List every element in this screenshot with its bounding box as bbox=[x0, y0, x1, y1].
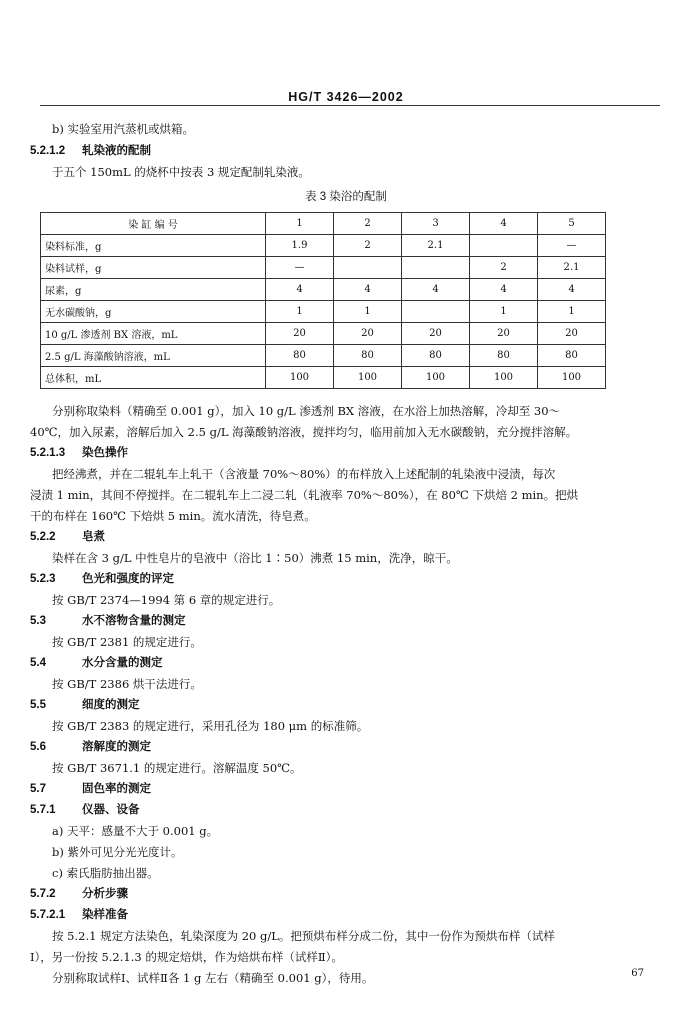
paragraph: 于五个 150mL 的烧杯中按表 3 规定配制轧染液。 bbox=[52, 165, 310, 179]
section-number: 5.2.3 bbox=[30, 573, 56, 585]
table-header-cell: 3 bbox=[402, 213, 470, 235]
table-cell bbox=[334, 257, 402, 279]
section-5-5-heading bbox=[30, 697, 140, 713]
row-label: 染料标准，g bbox=[41, 235, 266, 257]
section-5-7-2-heading bbox=[30, 886, 128, 902]
section-number: 5.7.2.1 bbox=[30, 909, 66, 921]
table-cell: 100 bbox=[266, 367, 334, 389]
list-item: a) 天平：感量不大于 0.001 g。 bbox=[52, 824, 219, 838]
list-item: b) 紫外可见分光光度计。 bbox=[52, 845, 183, 859]
paragraph: 把经沸煮，并在二辊轧车上轧干（含液量 70%～80%）的布样放入上述配制的轧染液中浸渍，每次 bbox=[52, 467, 556, 481]
table-cell: 2 bbox=[334, 235, 402, 257]
table-cell: 100 bbox=[538, 367, 606, 389]
section-number: 5.2.2 bbox=[30, 531, 56, 543]
table-cell: 2.1 bbox=[402, 235, 470, 257]
paragraph: 40℃，加入尿素，溶解后加入 2.5 g/L 海藻酸钠溶液，搅拌均匀，临用前加入无水碳酸钠，充分搅拌溶解。 bbox=[30, 425, 578, 439]
row-label: 总体积，mL bbox=[41, 367, 266, 389]
section-number: 5.7.1 bbox=[30, 804, 56, 816]
table-row bbox=[41, 279, 606, 301]
list-item: c) 索氏脂肪抽出器。 bbox=[52, 866, 159, 880]
table-cell: — bbox=[266, 257, 334, 279]
section-number: 5.3 bbox=[30, 615, 46, 627]
table-cell: — bbox=[538, 235, 606, 257]
section-title: 溶解度的测定 bbox=[82, 741, 151, 753]
table-cell: 80 bbox=[266, 345, 334, 367]
section-title: 固色率的测定 bbox=[82, 783, 151, 795]
table-cell: 80 bbox=[402, 345, 470, 367]
section-title: 水分含量的测定 bbox=[82, 657, 163, 669]
paragraph: 分别称取试样Ⅰ、试样Ⅱ各 1 g 左右（精确至 0.001 g），待用。 bbox=[52, 971, 374, 985]
section-5-6-heading bbox=[30, 739, 151, 755]
table-cell: 1.9 bbox=[266, 235, 334, 257]
table-cell: 20 bbox=[334, 323, 402, 345]
section-title: 皂煮 bbox=[82, 531, 105, 543]
section-title: 色光和强度的评定 bbox=[82, 573, 174, 585]
table-cell: 20 bbox=[470, 323, 538, 345]
row-label: 10 g/L 渗透剂 BX 溶液，mL bbox=[41, 323, 266, 345]
row-label: 无水碳酸钠，g bbox=[41, 301, 266, 323]
paragraph: 按 GB/T 2383 的规定进行，采用孔径为 180 μm 的标准筛。 bbox=[52, 719, 369, 733]
paragraph: Ⅰ），另一份按 5.2.1.3 的规定焙烘，作为焙烘布样（试样Ⅱ）。 bbox=[30, 950, 343, 964]
dyebath-table bbox=[40, 212, 606, 389]
paragraph: 染样在含 3 g/L 中性皂片的皂液中（浴比 1∶50）沸煮 15 min，洗净，晾干。 bbox=[52, 551, 458, 565]
table-cell bbox=[402, 257, 470, 279]
table-cell: 80 bbox=[334, 345, 402, 367]
table-cell: 20 bbox=[538, 323, 606, 345]
table-cell: 2.1 bbox=[538, 257, 606, 279]
section-title: 染色操作 bbox=[82, 447, 128, 459]
section-5-2-2-heading bbox=[30, 529, 105, 545]
paragraph: 按 GB/T 2386 烘干法进行。 bbox=[52, 677, 202, 691]
section-number: 5.5 bbox=[30, 699, 46, 711]
table-cell: 1 bbox=[538, 301, 606, 323]
section-5-7-heading bbox=[30, 781, 151, 797]
section-number: 5.6 bbox=[30, 741, 46, 753]
table-row bbox=[41, 257, 606, 279]
table-cell: 4 bbox=[538, 279, 606, 301]
paragraph: 干的布样在 160℃ 下焙烘 5 min。流水清洗，待皂煮。 bbox=[30, 509, 316, 523]
table-cell: 100 bbox=[334, 367, 402, 389]
table-cell: 80 bbox=[470, 345, 538, 367]
section-5-7-1-heading bbox=[30, 802, 140, 818]
paragraph: 按 GB/T 3671.1 的规定进行。溶解温度 50℃。 bbox=[52, 761, 302, 775]
header-rule bbox=[40, 105, 660, 106]
table-cell: 4 bbox=[266, 279, 334, 301]
table-cell bbox=[402, 301, 470, 323]
section-number: 5.2.1.2 bbox=[30, 145, 66, 157]
table-cell: 1 bbox=[470, 301, 538, 323]
row-label: 染料试样，g bbox=[41, 257, 266, 279]
paragraph: 按 5.2.1 规定方法染色，轧染深度为 20 g/L。把预烘布样分成二份，其中一份作为预烘布样（试样 bbox=[52, 929, 555, 943]
table-cell bbox=[470, 235, 538, 257]
paragraph: 按 GB/T 2374—1994 第 6 章的规定进行。 bbox=[52, 593, 281, 607]
table-header-cell: 2 bbox=[334, 213, 402, 235]
paragraph: 按 GB/T 2381 的规定进行。 bbox=[52, 635, 202, 649]
table-cell: 4 bbox=[402, 279, 470, 301]
table-cell: 4 bbox=[470, 279, 538, 301]
row-label: 尿素，g bbox=[41, 279, 266, 301]
standard-number-header: HG/T 3426—2002 bbox=[288, 90, 404, 104]
section-5-3-heading bbox=[30, 613, 186, 629]
paragraph: 分别称取染料（精确至 0.001 g），加入 10 g/L 渗透剂 BX 溶液，在水浴上加热溶解，冷却至 30～ bbox=[52, 404, 561, 418]
section-title: 分析步骤 bbox=[82, 888, 128, 900]
table-header-cell: 1 bbox=[266, 213, 334, 235]
section-title: 水不溶物含量的测定 bbox=[82, 615, 186, 627]
section-5-4-heading bbox=[30, 655, 163, 671]
section-number: 5.7 bbox=[30, 783, 46, 795]
table-cell: 20 bbox=[402, 323, 470, 345]
table-cell: 4 bbox=[334, 279, 402, 301]
item-b: b) 实验室用汽蒸机或烘箱。 bbox=[52, 122, 195, 136]
section-title: 仪器、设备 bbox=[82, 804, 140, 816]
table-header-row bbox=[41, 213, 606, 235]
section-number: 5.2.1.3 bbox=[30, 447, 66, 459]
section-title: 染样准备 bbox=[82, 909, 128, 921]
table-row bbox=[41, 367, 606, 389]
table-caption: 表 3 染浴的配制 bbox=[305, 191, 387, 203]
table-cell: 1 bbox=[334, 301, 402, 323]
table-row bbox=[41, 323, 606, 345]
section-5-2-3-heading bbox=[30, 571, 174, 587]
section-number: 5.4 bbox=[30, 657, 46, 669]
section-5-2-1-3-heading bbox=[30, 445, 128, 461]
table-cell: 20 bbox=[266, 323, 334, 345]
table-header-cell: 5 bbox=[538, 213, 606, 235]
table-row bbox=[41, 301, 606, 323]
table-cell: 100 bbox=[470, 367, 538, 389]
table-row bbox=[41, 235, 606, 257]
table-cell: 1 bbox=[266, 301, 334, 323]
section-title: 细度的测定 bbox=[82, 699, 140, 711]
section-5-2-1-2-heading bbox=[30, 143, 151, 159]
section-number: 5.7.2 bbox=[30, 888, 56, 900]
table-cell: 80 bbox=[538, 345, 606, 367]
section-title: 轧染液的配制 bbox=[82, 145, 151, 157]
table-cell: 100 bbox=[402, 367, 470, 389]
section-5-7-2-1-heading bbox=[30, 907, 128, 923]
page-number: 67 bbox=[631, 968, 644, 979]
table-header-cell: 染 缸 编 号 bbox=[41, 213, 266, 235]
table-row bbox=[41, 345, 606, 367]
row-label: 2.5 g/L 海藻酸钠溶液，mL bbox=[41, 345, 266, 367]
table-header-cell: 4 bbox=[470, 213, 538, 235]
table-cell: 2 bbox=[470, 257, 538, 279]
paragraph: 浸渍 1 min，其间不停搅拌。在二辊轧车上二浸二轧（轧液率 70%～80%），在 80℃ 下烘焙 2 min。把烘 bbox=[30, 488, 579, 502]
